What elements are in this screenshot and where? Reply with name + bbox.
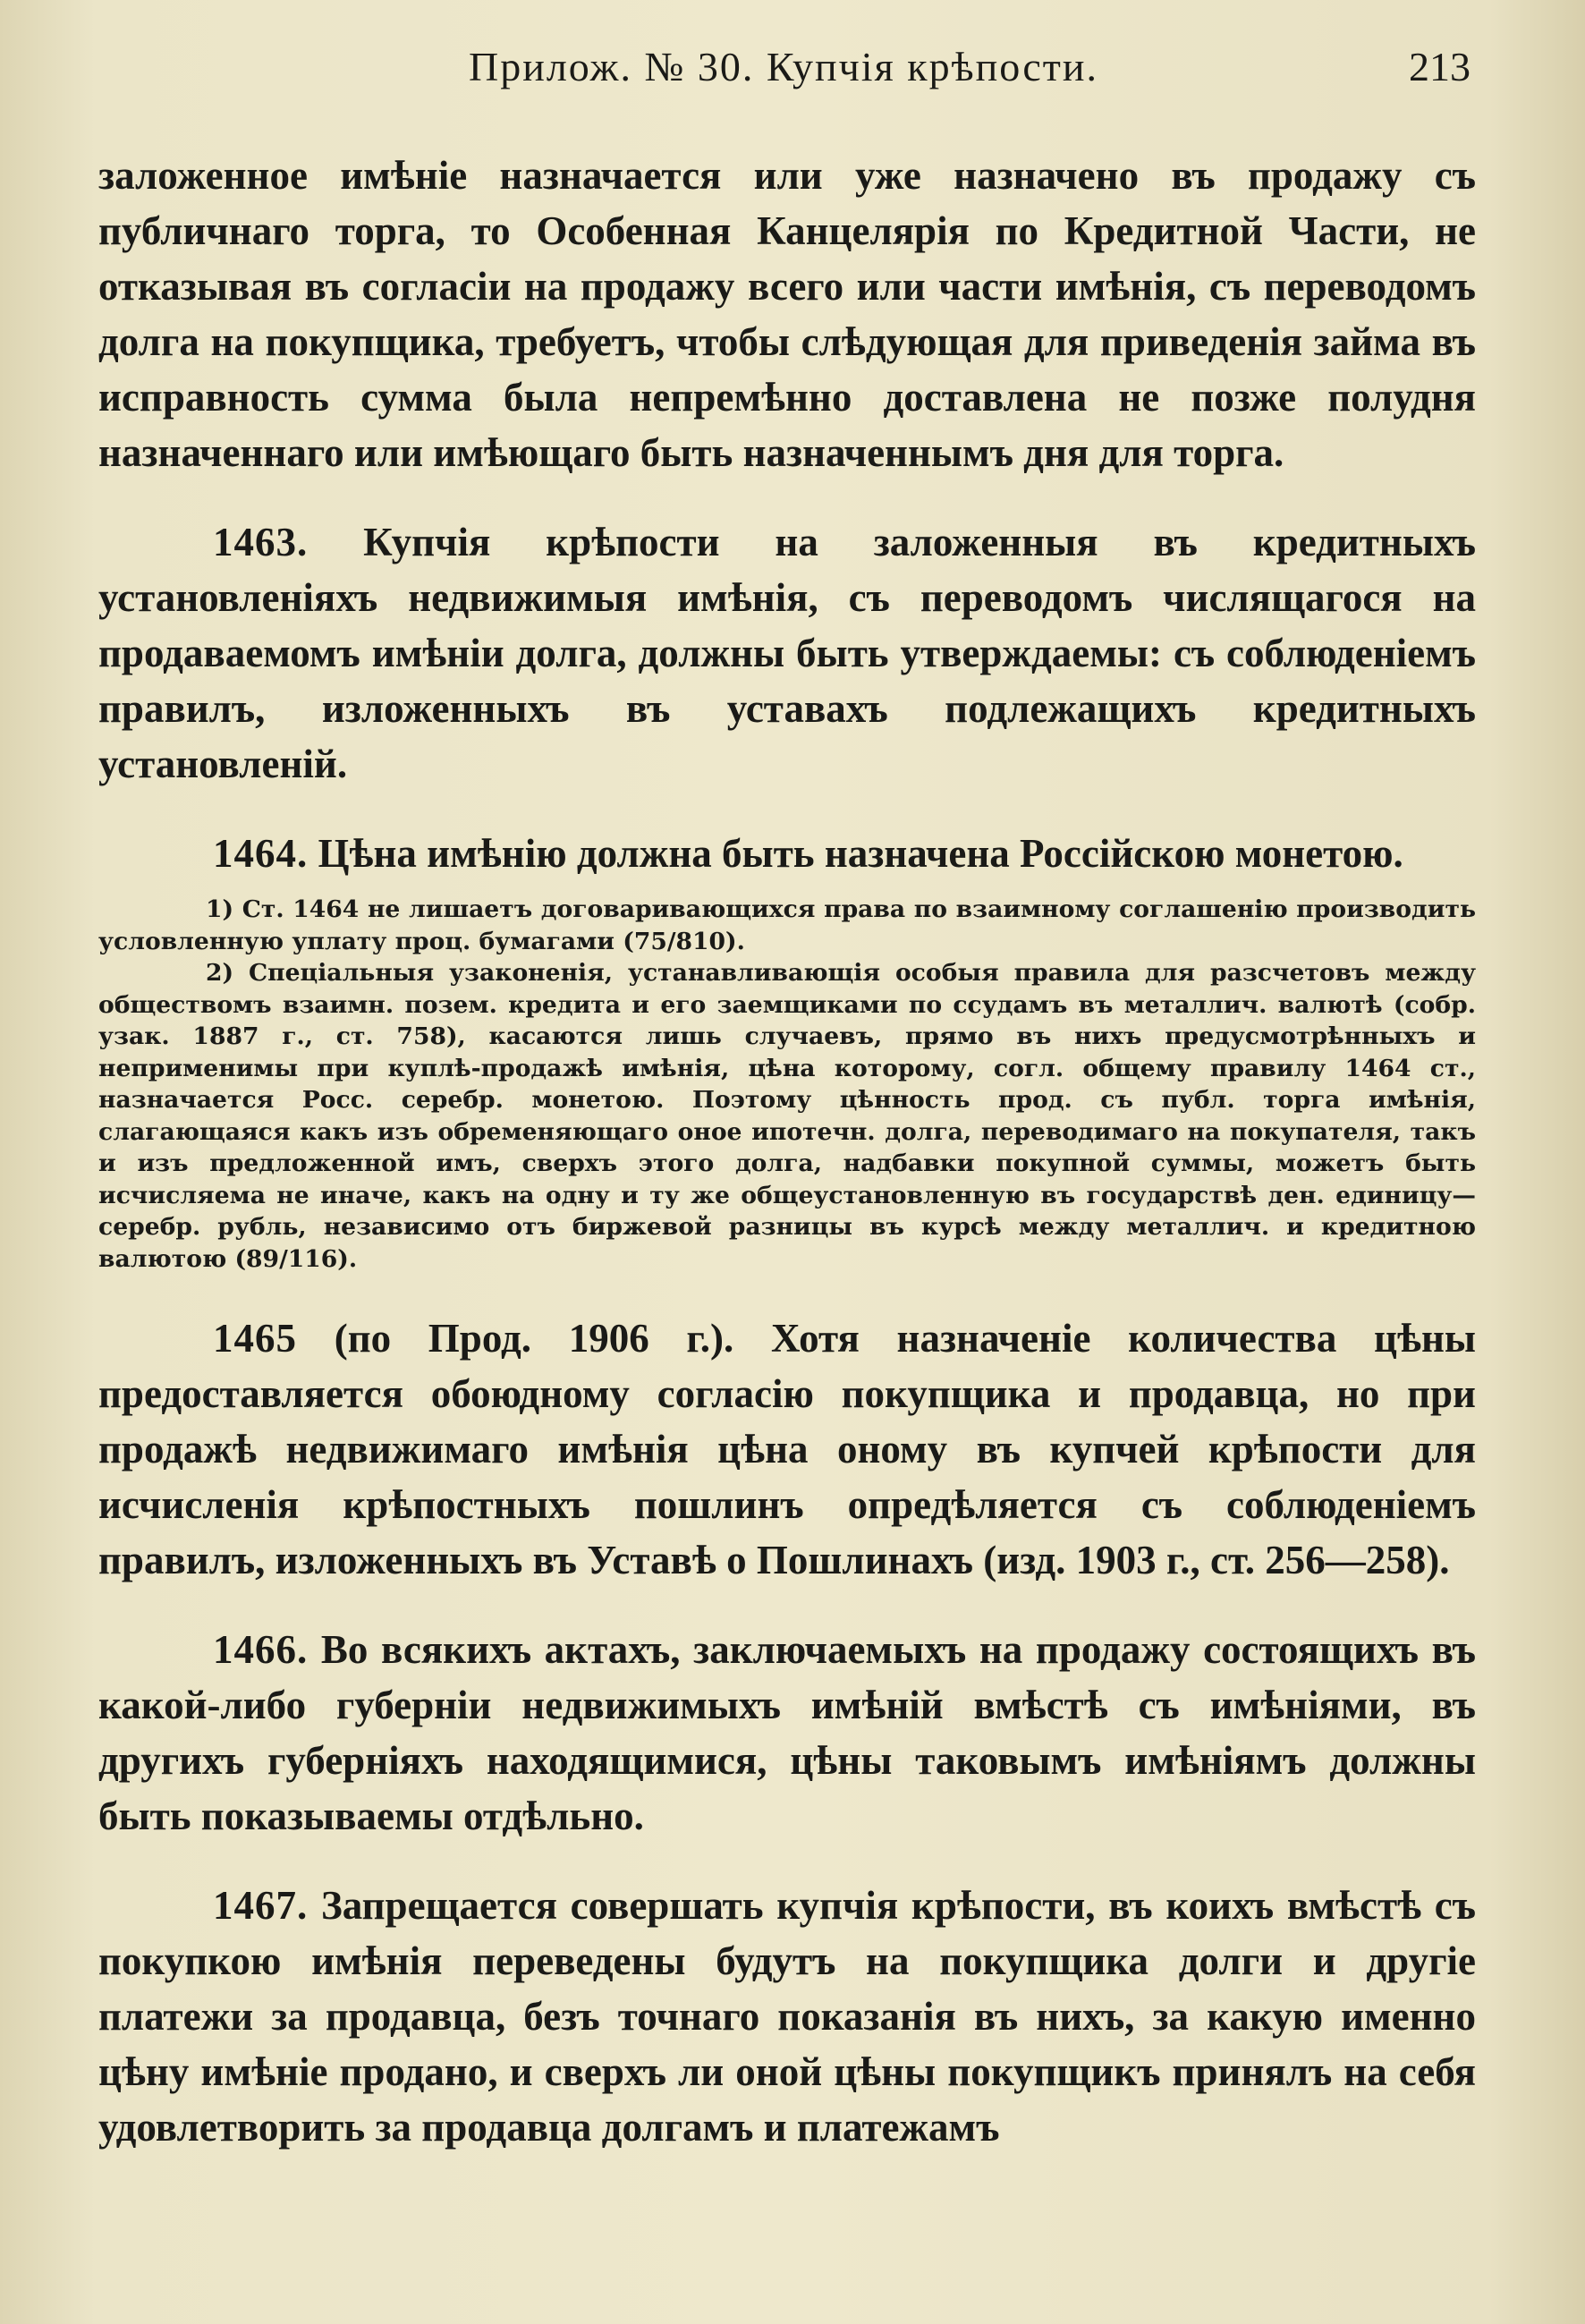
page-header (97, 43, 1471, 106)
article-number: 1463. (213, 520, 309, 564)
page-number: 213 (1409, 44, 1471, 89)
article-text: Цѣна имѣнію должна быть назначена Россійскою монетою. (318, 831, 1403, 876)
footnote-1: 1) Ст. 1464 не лишаетъ договаривающихся права по взаимному соглашенію производить условленную уплату проц. бумагами (75/810). (98, 895, 1476, 955)
article-text: (по Прод. 1906 г.). Хотя назначеніе количества цѣны предоставляется обоюдному согласію покупщика и продавца, но при продажѣ недвижимаго имѣнія цѣна оному въ купчей крѣпости для исчисленія крѣпостныхъ пошлинъ опредѣляется съ соблюденіемъ правилъ, изложенныхъ въ Уставѣ о Пошлинахъ (изд. 1903 г., ст. 256—258). (98, 1316, 1477, 1582)
article-number: 1467. (213, 1883, 309, 1928)
article-1463 (98, 514, 1476, 792)
paragraph-continued (98, 148, 1476, 480)
footnotes (98, 894, 1476, 1275)
article-text: Купчія крѣпости на заложенныя въ кредитныхъ установленіяхъ недвижимыя имѣнія, съ переводомъ числящагося на продаваемомъ имѣніи долга, должны быть утверждаемы: съ соблюденіемъ правилъ, изложенныхъ въ уставахъ подлежащихъ кредитныхъ установленій. (98, 520, 1476, 786)
article-1464 (98, 826, 1476, 881)
article-text: Во всякихъ актахъ, заключаемыхъ на продажу состоящихъ въ какой-либо губерніи недвижимыхъ имѣній вмѣстѣ съ имѣніями, въ другихъ губерніяхъ находящимися, цѣны таковымъ имѣніямъ должны быть показываемы отдѣльно. (98, 1627, 1476, 1838)
paragraph-text: заложенное имѣніе назначается или уже назначено въ продажу съ публичнаго торга, то Особенная Канцелярія по Кредитной Части, не отказывая въ согласіи на продажу всего или части имѣнія, съ переводомъ долга на покупщика, требуетъ, чтобы слѣдующая для приведенія займа въ исправность сумма была непремѣнно доставлена не позже полудня назначеннаго или имѣющаго быть назначеннымъ дня для торга. (98, 153, 1476, 475)
article-number: 1466. (213, 1627, 309, 1672)
article-number: 1464. (213, 831, 309, 876)
article-number: 1465 (213, 1316, 297, 1361)
article-1467 (98, 1878, 1476, 2155)
page-body (98, 148, 1476, 2189)
footnote-2: 2) Спеціальныя узаконенія, устанавливающія особыя правила для разсчетовъ между обществомъ взаимн. позем. кредита и его заемщиками по ссудамъ въ металлич. валютѣ (собр. узак. 1887 г., ст. 758), касаются лишь случаевъ, прямо въ нихъ предусмотрѣнныхъ и неприменимы при куплѣ-продажѣ имѣнія, цѣна которому, согл. общему правилу 1464 ст., назначается Росс. серебр. монетою. Поэтому цѣнность прод. съ публ. торга имѣнія, слагающаяся какъ изъ обременяющаго оное ипотечн. долга, переводимаго на покупателя, такъ и изъ предложенной имъ, сверхъ этого долга, надбавки покупной суммы, можетъ быть исчисляема не иначе, какъ на одну и ту же общеустановленную въ государствѣ ден. единицу—серебр. рубль, независимо отъ биржевой разницы въ курсѣ между металлич. и кредитною валютою (89/116). (98, 959, 1476, 1273)
article-1466 (98, 1622, 1476, 1844)
article-text: Запрещается совершать купчія крѣпости, въ коихъ вмѣстѣ съ покупкою имѣнія переведены будутъ на покупщика долги и другіе платежи за продавца, безъ точнаго показанія въ нихъ, за какую именно цѣну имѣніе продано, и сверхъ ли оной цѣны покупщикъ принялъ на себя удовлетворить за продавца долгамъ и платежамъ (98, 1883, 1477, 2150)
article-1465 (98, 1310, 1476, 1588)
running-head: Прилож. № 30. Купчія крѣпости. (469, 44, 1098, 89)
